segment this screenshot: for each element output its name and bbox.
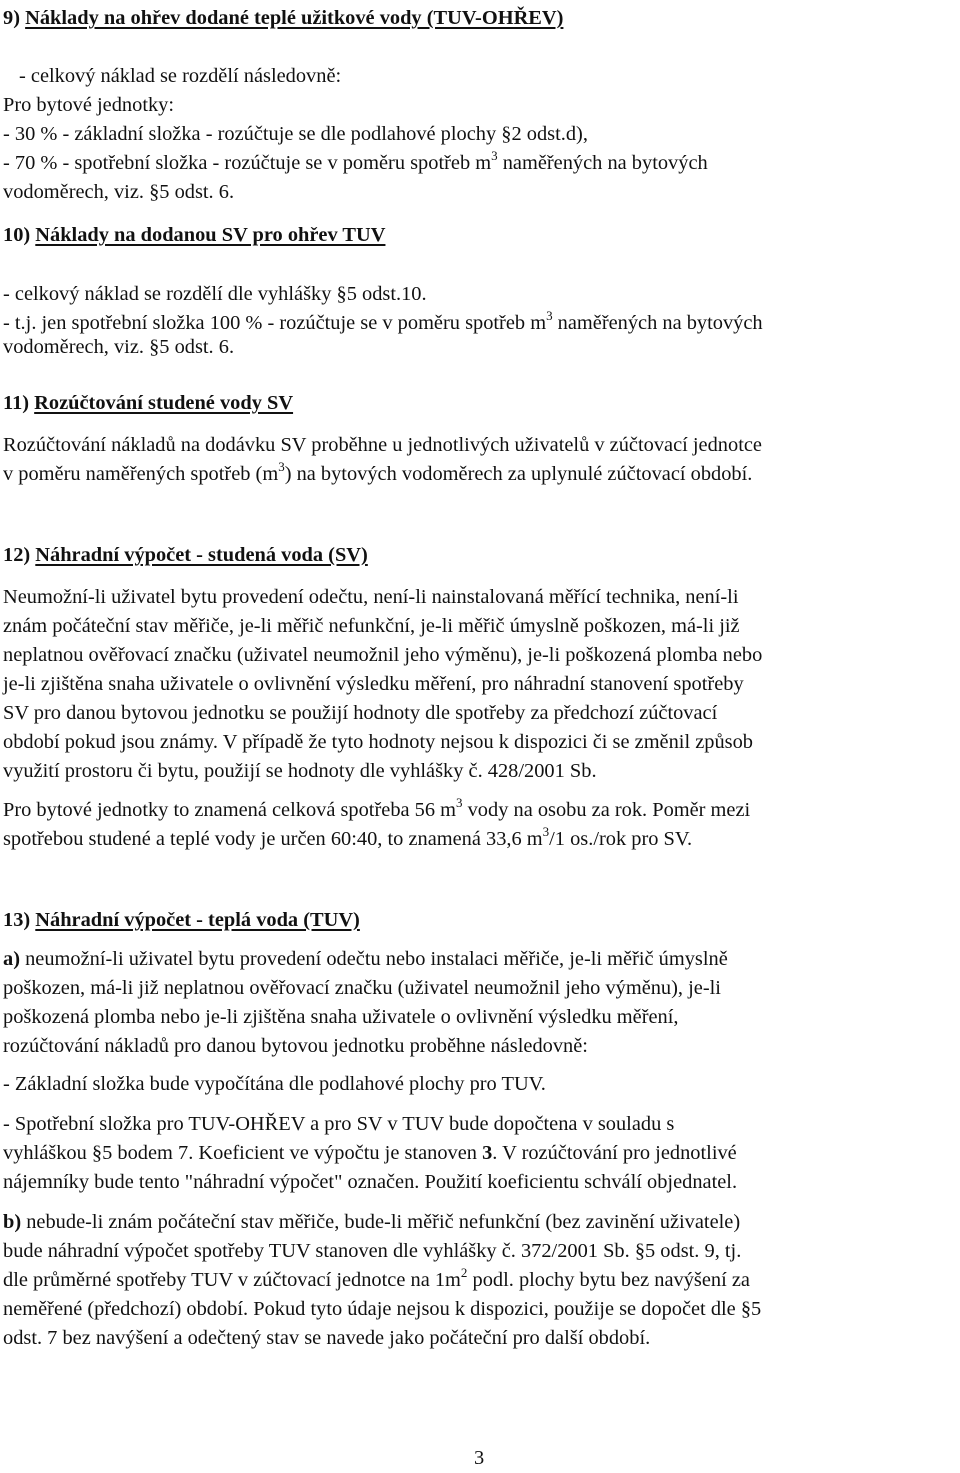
- section-number: 9): [3, 7, 20, 29]
- text-line: vodoměrech, viz. §5 odst. 6.: [3, 181, 235, 203]
- text-line: bude náhradní výpočet spotřeby TUV stanoven dle vyhlášky č. 372/2001 Sb. §5 odst. 9, tj.: [3, 1240, 742, 1262]
- text-line: odst. 7 bez navýšení a odečtený stav se navede jako počáteční pro další období.: [3, 1327, 651, 1349]
- section-number: 13): [3, 909, 31, 931]
- text-line: vyhláškou §5 bodem 7. Koeficient ve výpočtu je stanoven 3. V rozúčtování pro jednotlivé: [3, 1142, 737, 1164]
- section-title: Náhradní výpočet - studená voda (SV): [35, 544, 368, 566]
- text-line: SV pro danou bytovou jednotku se použijí hodnoty dle spotřeby za předchozí zúčtovací: [3, 702, 718, 724]
- section-number: 10): [3, 224, 31, 246]
- text-line: rozúčtování nákladů pro danou bytovou jednotku proběhne následovně:: [3, 1035, 588, 1057]
- text-line: - t.j. jen spotřební složka 100 % - rozúčtuje se v poměru spotřeb $m^3$ naměřených na bytových: [3, 308, 763, 334]
- text-line: - 70 % - spotřební složka - rozúčtuje se v poměru spotřeb $m^3$ naměřených na bytových: [3, 148, 708, 174]
- text-line: neměřené (předchozí) období. Pokud tyto údaje nejsou k dispozici, použije se dopočet dle §5: [3, 1298, 762, 1320]
- item-marker-a: a): [3, 948, 20, 970]
- text-line: spotřebou studené a teplé vody je určen 60:40, to znamená 33,6 $m^3/1$ os./rok pro SV.: [3, 824, 693, 850]
- section-number: 12): [3, 544, 31, 566]
- section-title: Náklady na dodanou SV pro ohřev TUV: [35, 224, 386, 246]
- section-number: 11): [3, 392, 30, 414]
- item-marker-b: b): [3, 1211, 22, 1233]
- section-title: Rozúčtování studené vody SV: [34, 392, 294, 414]
- text-line: - celkový náklad se rozdělí následovně:: [19, 65, 342, 87]
- text-line: poškozen, má-li již neplatnou ověřovací značku (uživatel neumožnil jeho výměnu), je-li: [3, 977, 721, 999]
- section-9-heading: [3, 4, 563, 33]
- text-line: - Základní složka bude vypočítána dle podlahové plochy pro TUV.: [3, 1073, 546, 1095]
- text-line: nájemníky bude tento "náhradní výpočet" označen. Použití koeficientu schválí objednatel.: [3, 1171, 738, 1193]
- section-11-heading: [3, 389, 293, 418]
- text-line: - 30 % - základní složka - rozúčtuje se dle podlahové plochy §2 odst.d),: [3, 123, 588, 145]
- section-13-heading: [3, 906, 360, 935]
- text-line: vodoměrech, viz. §5 odst. 6.: [3, 336, 235, 358]
- text-line: je-li zjištěna snaha uživatele o ovlivnění výsledku měření, pro náhradní stanovení spotřeby: [3, 673, 744, 695]
- section-title: Náhradní výpočet - teplá voda (TUV): [35, 909, 360, 931]
- page-number: 3: [474, 1447, 485, 1469]
- text-line: Neumožní-li uživatel bytu provedení odečtu, není-li nainstalovaná měřící technika, není-li: [3, 586, 739, 608]
- text-line: - celkový náklad se rozdělí dle vyhlášky §5 odst.10.: [3, 283, 427, 305]
- text-line: období pokud jsou známy. V případě že tyto hodnoty nejsou k dispozici či se změnil způsob: [3, 731, 753, 753]
- text-line: neplatnou ověřovací značku (uživatel neumožnil jeho výměnu), je-li poškozená plomba nebo: [3, 644, 763, 666]
- text-line: Pro bytové jednotky to znamená celková spotřeba 56 $m^3$ vody na osobu za rok. Poměr mezi: [3, 795, 751, 821]
- text-line: a) neumožní-li uživatel bytu provedení odečtu nebo instalaci měřiče, je-li měřič úmyslně: [3, 948, 728, 970]
- text-line: Pro bytové jednotky:: [3, 94, 175, 116]
- text-line: v poměru naměřených spotřeb $(m^3)$ na bytových vodoměrech za uplynulé zúčtovací období.: [3, 459, 753, 485]
- text-line: znám počáteční stav měřiče, je-li měřič nefunkční, je-li měřič úmyslně poškozen, má-li již: [3, 615, 740, 637]
- section-12-heading: [3, 541, 368, 570]
- text-line: - Spotřební složka pro TUV-OHŘEV a pro SV v TUV bude dopočtena v souladu s: [3, 1113, 675, 1135]
- text-line: dle průměrné spotřeby TUV v zúčtovací jednotce na $1m^2$ podl. plochy bytu bez navýšení za: [3, 1265, 750, 1291]
- text-line: využití prostoru či bytu, použijí se hodnoty dle vyhlášky č. 428/2001 Sb.: [3, 760, 597, 782]
- text-line: poškozená plomba nebo je-li zjištěna snaha uživatele o ovlivnění výsledku měření,: [3, 1006, 679, 1028]
- section-title: Náklady na ohřev dodané teplé užitkové vody (TUV-OHŘEV): [25, 7, 564, 29]
- text-line: Rozúčtování nákladů na dodávku SV proběhne u jednotlivých uživatelů v zúčtovací jednotce: [3, 434, 762, 456]
- section-10-heading: [3, 221, 385, 250]
- text-line: b) nebude-li znám počáteční stav měřiče, bude-li měřič nefunkční (bez zavinění uživatele): [3, 1211, 741, 1233]
